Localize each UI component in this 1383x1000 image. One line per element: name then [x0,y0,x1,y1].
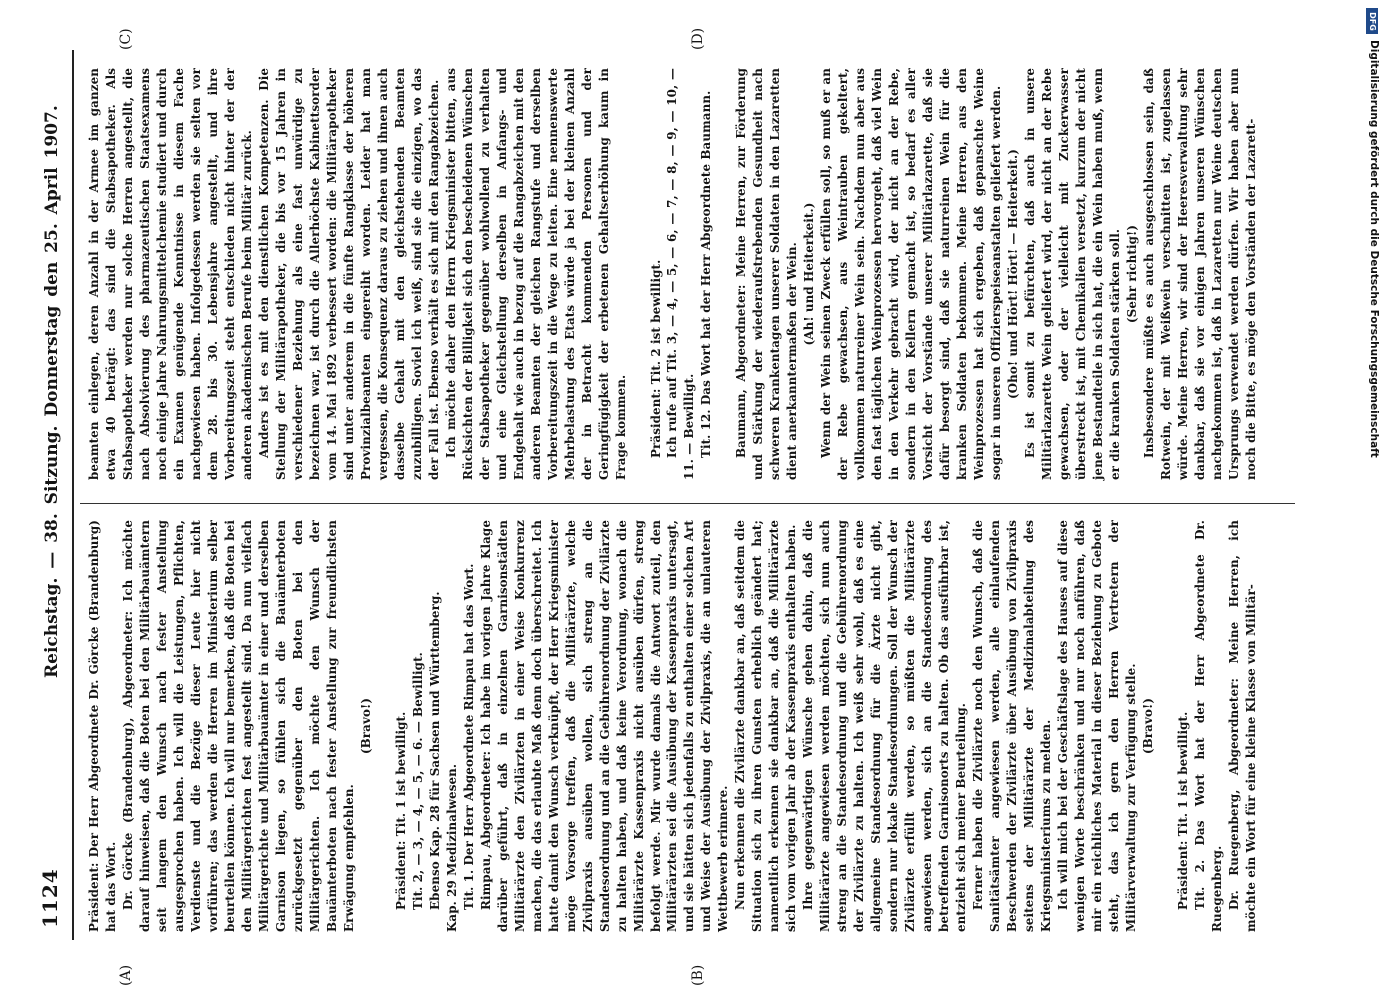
digitization-credit: Digitalisierung gefördert durch die Deutsche Forschungsgemeinschaft [1368,40,1380,458]
paragraph: (Sehr richtig!) [1125,224,1140,324]
paragraph: Nun erkennen die Zivilärzte dankbar an, daß seitdem die Situation sich zu ihren Gunsten erheblich geändert hat; namentlich erkennen sie dankbar an, daß die Militärärzte sich vom vorigen Jahr ab der Kassenpraxis enthalten haben. [733,520,799,932]
paragraph: Ferner haben die Zivilärzte noch den Wunsch, daß die Sanitätsämter angewiesen werden, alle einlaufenden Beschwerden der Zivilärzte über Ausübung von Zivilpraxis seitens der Militärärzte der Medizinalabteilung des Kriegsministeriums zu melden. [971,520,1054,932]
paragraph: (Oho! und Hört! Hört! — Heiterkeit.) [1006,148,1021,400]
paragraph: Präsident: Tit. 2 ist bewilligt. [648,259,663,458]
paragraph: Tit. 2. Das Wort hat der Herr Abgeordnete Dr. Ruegenberg. [1193,520,1224,932]
paragraph: Präsident: Tit. 1 ist bewilligt. [393,711,408,910]
paragraph: Ich rufe auf Tit. 3, — 4, — 5, — 6, — 7, — 8, — 9, — 10, — 11. — Bewilligt. [665,68,697,480]
paragraph: Ich will mich bei der Geschäftslage des Hauses auf diese wenigen Worte beschränken und nur noch anführen, daß mir ein reichliches Material in dieser Beziehung zu Gebote steht, das ich gern den Herren Vertretern der Militärverwaltung zur Verfügung stelle. [1056,520,1139,932]
paragraph: (Bravo!) [358,697,373,755]
margin-marker-b: (B) [690,964,706,986]
running-title: Reichstag. — 38. Sitzung. Donnerstag den 25. April 1907. [42,105,62,678]
left-column [86,520,1260,932]
paragraph: Ich möchte daher den Herrn Kriegsminister bitten, aus Rücksichten der Billigkeit sich den bescheidenen Wünschen der Stabsapotheker gegenüber wohlwollend zu verhalten und eine Gleichstellung derselben in Anfangs- und Endgehalt wie auch in bezug auf die Rangabzeichen mit den anderen Beamten der gleichen Rangstufe und derselben Vorbereitungszeit in die Wege zu leiten. Eine nennenswerte Mehrbelastung des Etats würde ja bei der kleinen Anzahl der in Betracht kommenden Personen und der Geringfügigkeit der erbetenen Gehaltserhöhung kaum in Frage kommen. [443,68,628,480]
margin-marker-c: (C) [118,28,134,50]
paragraph: beamten einlegen, deren Anzahl in der Armee im ganzen etwa 40 beträgt: das sind die Stabsapotheker. Als Stabsapotheker werden nur solche Herren angestellt, die nach Absolvierung des pharmazeutischen Staatsexamens noch einige Jahre Nahrungsmittelchemie studiert und durch ein Examen genügende Kenntnisse in diesem Fache nachgewiesen haben. Infolgedessen werden sie selten vor dem 28. bis 30. Lebensjahre angestellt, und ihre Vorbereitungszeit steht entschieden nicht hinter der der anderen akademischen Berufe beim Militär zurück. [87,68,254,480]
paragraph: Wenn der Wein seinen Zweck erfüllen soll, so muß er an der Rebe gewachsen, aus Weintrauben gekeltert, vollkommen naturreiner Wein sein. Nachdem nun aber aus den fast täglichen Weinprozessen hervorgeht, daß viel Wein in den Verkehr gebracht wird, der nicht an der Rebe, sondern in den Kellern gemacht ist, so bedarf es aller Vorsicht der Vorstände unserer Militärlazarette, daß sie dafür besorgt sind, daß sie naturreinen Wein für die kranken Soldaten bekommen. Meine Herren, aus den Weinprozessen hat sich ergeben, daß gepanschte Weine sogar in unseren Offizierspeiseanstalten geliefert werden. [819,68,1004,480]
paragraph: Insbesondere müßte es auch ausgeschlossen sein, daß Rotwein, der mit Weißwein verschnitten ist, zugelassen würde. Meine Herren, wir sind der Heeresverwaltung sehr dankbar, daß sie vor einigen Jahren unseren Wünschen nachgekommen ist, daß in Lazaretten nur Weine deutschen Ursprungs verwendet werden dürfen. Wir haben aber nun noch die Bitte, es möge den Vorständen der Lazarett- [1142,68,1258,480]
paragraph: Kap. 29 Medizinalwesen. [444,763,459,932]
margin-marker-a: (A) [118,964,134,986]
paragraph: Dr. Görcke (Brandenburg), Abgeordneter: Ich möchte darauf hinweisen, daß die Boten bei den Militärbauämtern seit langem den Wunsch nach fester Anstellung ausgesprochen haben. Ich will die Leistungen, Pflichten, Verdienste und die Bezüge dieser Leute hier nicht vorführen; das werden die Herren im Ministerium selber beurteilen können. Ich will nur bemerken, daß die Boten bei den Militärgerichten fest angestellt sind. Da nun vielfach Militärgerichte und Militärbauämter in einer und derselben Garnison liegen, so fühlen sich die Bauämterboten zurückgesetzt gegenüber den Boten bei den Militärgerichten. Ich möchte den Wunsch der Bauämterboten nach fester Anstellung zur freundlichsten Erwägung empfehlen. [120,520,356,932]
paragraph: Ebenso Kap. 28 für Sachsen und Württemberg. [427,591,442,910]
page-number: 1124 [38,868,62,928]
page-header [34,58,68,928]
paragraph: (Ah! und Heiterkeit.) [802,202,817,346]
paragraph: Tit. 12. Das Wort hat der Herr Abgeordnete Baumann. [699,90,714,458]
paragraph: Anders ist es mit den dienstlichen Kompetenzen. Die Stellung der Militärapotheker, die bis vor 15 Jahren in verschiedener Beziehung als eine fast unwürdige zu bezeichnen war, ist durch die Allerhöchste Kabinettsorder vom 14. Mai 1892 verbessert worden: die Militärapotheker sind unter anderem in die fünfte Rangklasse der höheren Provinzialbeamten eingereiht worden. Leider hat man vergessen, die Konsequenz daraus zu ziehen und ihnen auch dasselbe Gehalt mit den gleichstehenden Beamten zuzubilligen. Soviel ich weiß, sind sie die einzigen, wo das der Fall ist. Ebenso verhält es sich mit den Rangabzeichen. [256,68,441,480]
paragraph: Präsident: Der Herr Abgeordnete Dr. Görcke (Brandenburg) hat das Wort. [87,520,118,932]
paragraph: Baumann, Abgeordneter: Meine Herren, zur Förderung und Stärkung der wiederaufstrebenden Gesundheit nach schweren Krankentagen unserer Soldaten in den Lazaretten dient anerkanntermaßen der Wein. [734,68,800,480]
paragraph: Tit. 1. Der Herr Abgeordnete Rimpau hat das Wort. [461,563,476,910]
margin-marker-d: (D) [690,27,706,50]
paragraph: (Bravo!) [1141,697,1156,755]
right-column [86,68,1260,480]
dfg-logo: DFG [1366,8,1378,34]
paragraph: Präsident: Tit. 1 ist bewilligt. [1176,711,1191,910]
header-rule [72,50,74,940]
paragraph: Tit. 2, — 3, — 4, — 5, — 6. — Bewilligt. [410,652,425,910]
column-rule [80,503,1295,504]
paragraph: Ihre gegenwärtigen Wünsche gehen dahin, daß die Militärärzte angewiesen werden möchten, sich nun auch streng an die Standesordnung und die Gebührenordnung der Zivilärzte zu halten. Ich weiß sehr wohl, daß es eine allgemeine Standesordnung für die Ärzte nicht gibt, sondern nur lokale Standesordnungen. Soll der Wunsch der Zivilärzte erfüllt werden, so müßten die Militärärzte angewiesen werden, sich an die Standesordnung des betreffenden Garnisonorts zu halten. Ob das ausführbar ist, entzieht sich meiner Beurteilung. [801,520,969,932]
paragraph: Rimpau, Abgeordneter: Ich habe im vorigen Jahre Klage darüber geführt, daß in einzelnen Garnisonstädten Militärärzte den Zivilärzten in einer Weise Konkurrenz machen, die das erlaubte Maß denn doch überschreitet. Ich hatte damit den Wunsch verknüpft, der Herr Kriegsminister möge Vorsorge treffen, daß die Militärärzte, welche Zivilpraxis ausüben wollen, sich streng an die Standesordnung und an die Gebührenordnung der Zivilärzte zu halten haben, und daß keine Verordnung, wonach die Militärärzte Kassenpraxis nicht ausüben dürfen, streng befolgt werde. Mir wurde damals die Antwort zuteil, den Militärärzten sei die Ausübung der Kassenpraxis untersagt, und sie hätten sich jedenfalls zu enthalten einer solchen Art und Weise der Ausübung der Zivilpraxis, die an unlauteren Wettbewerb erinnere. [478,520,731,932]
paragraph: Es ist somit zu befürchten, daß auch in unsere Militärlazarette Wein geliefert wird, der nicht an der Rebe gewachsen, oder der vielleicht mit Zuckerwasser überstreckt ist, mit Chemikalien versetzt, kurzum der nicht jene Bestandteile in sich hat, die ein Wein haben muß, wenn er die kranken Soldaten stärken soll. [1023,68,1123,480]
paragraph: Dr. Ruegenberg, Abgeordneter: Meine Herren, ich möchte ein Wort für eine kleine Klasse von Militär- [1226,520,1258,932]
